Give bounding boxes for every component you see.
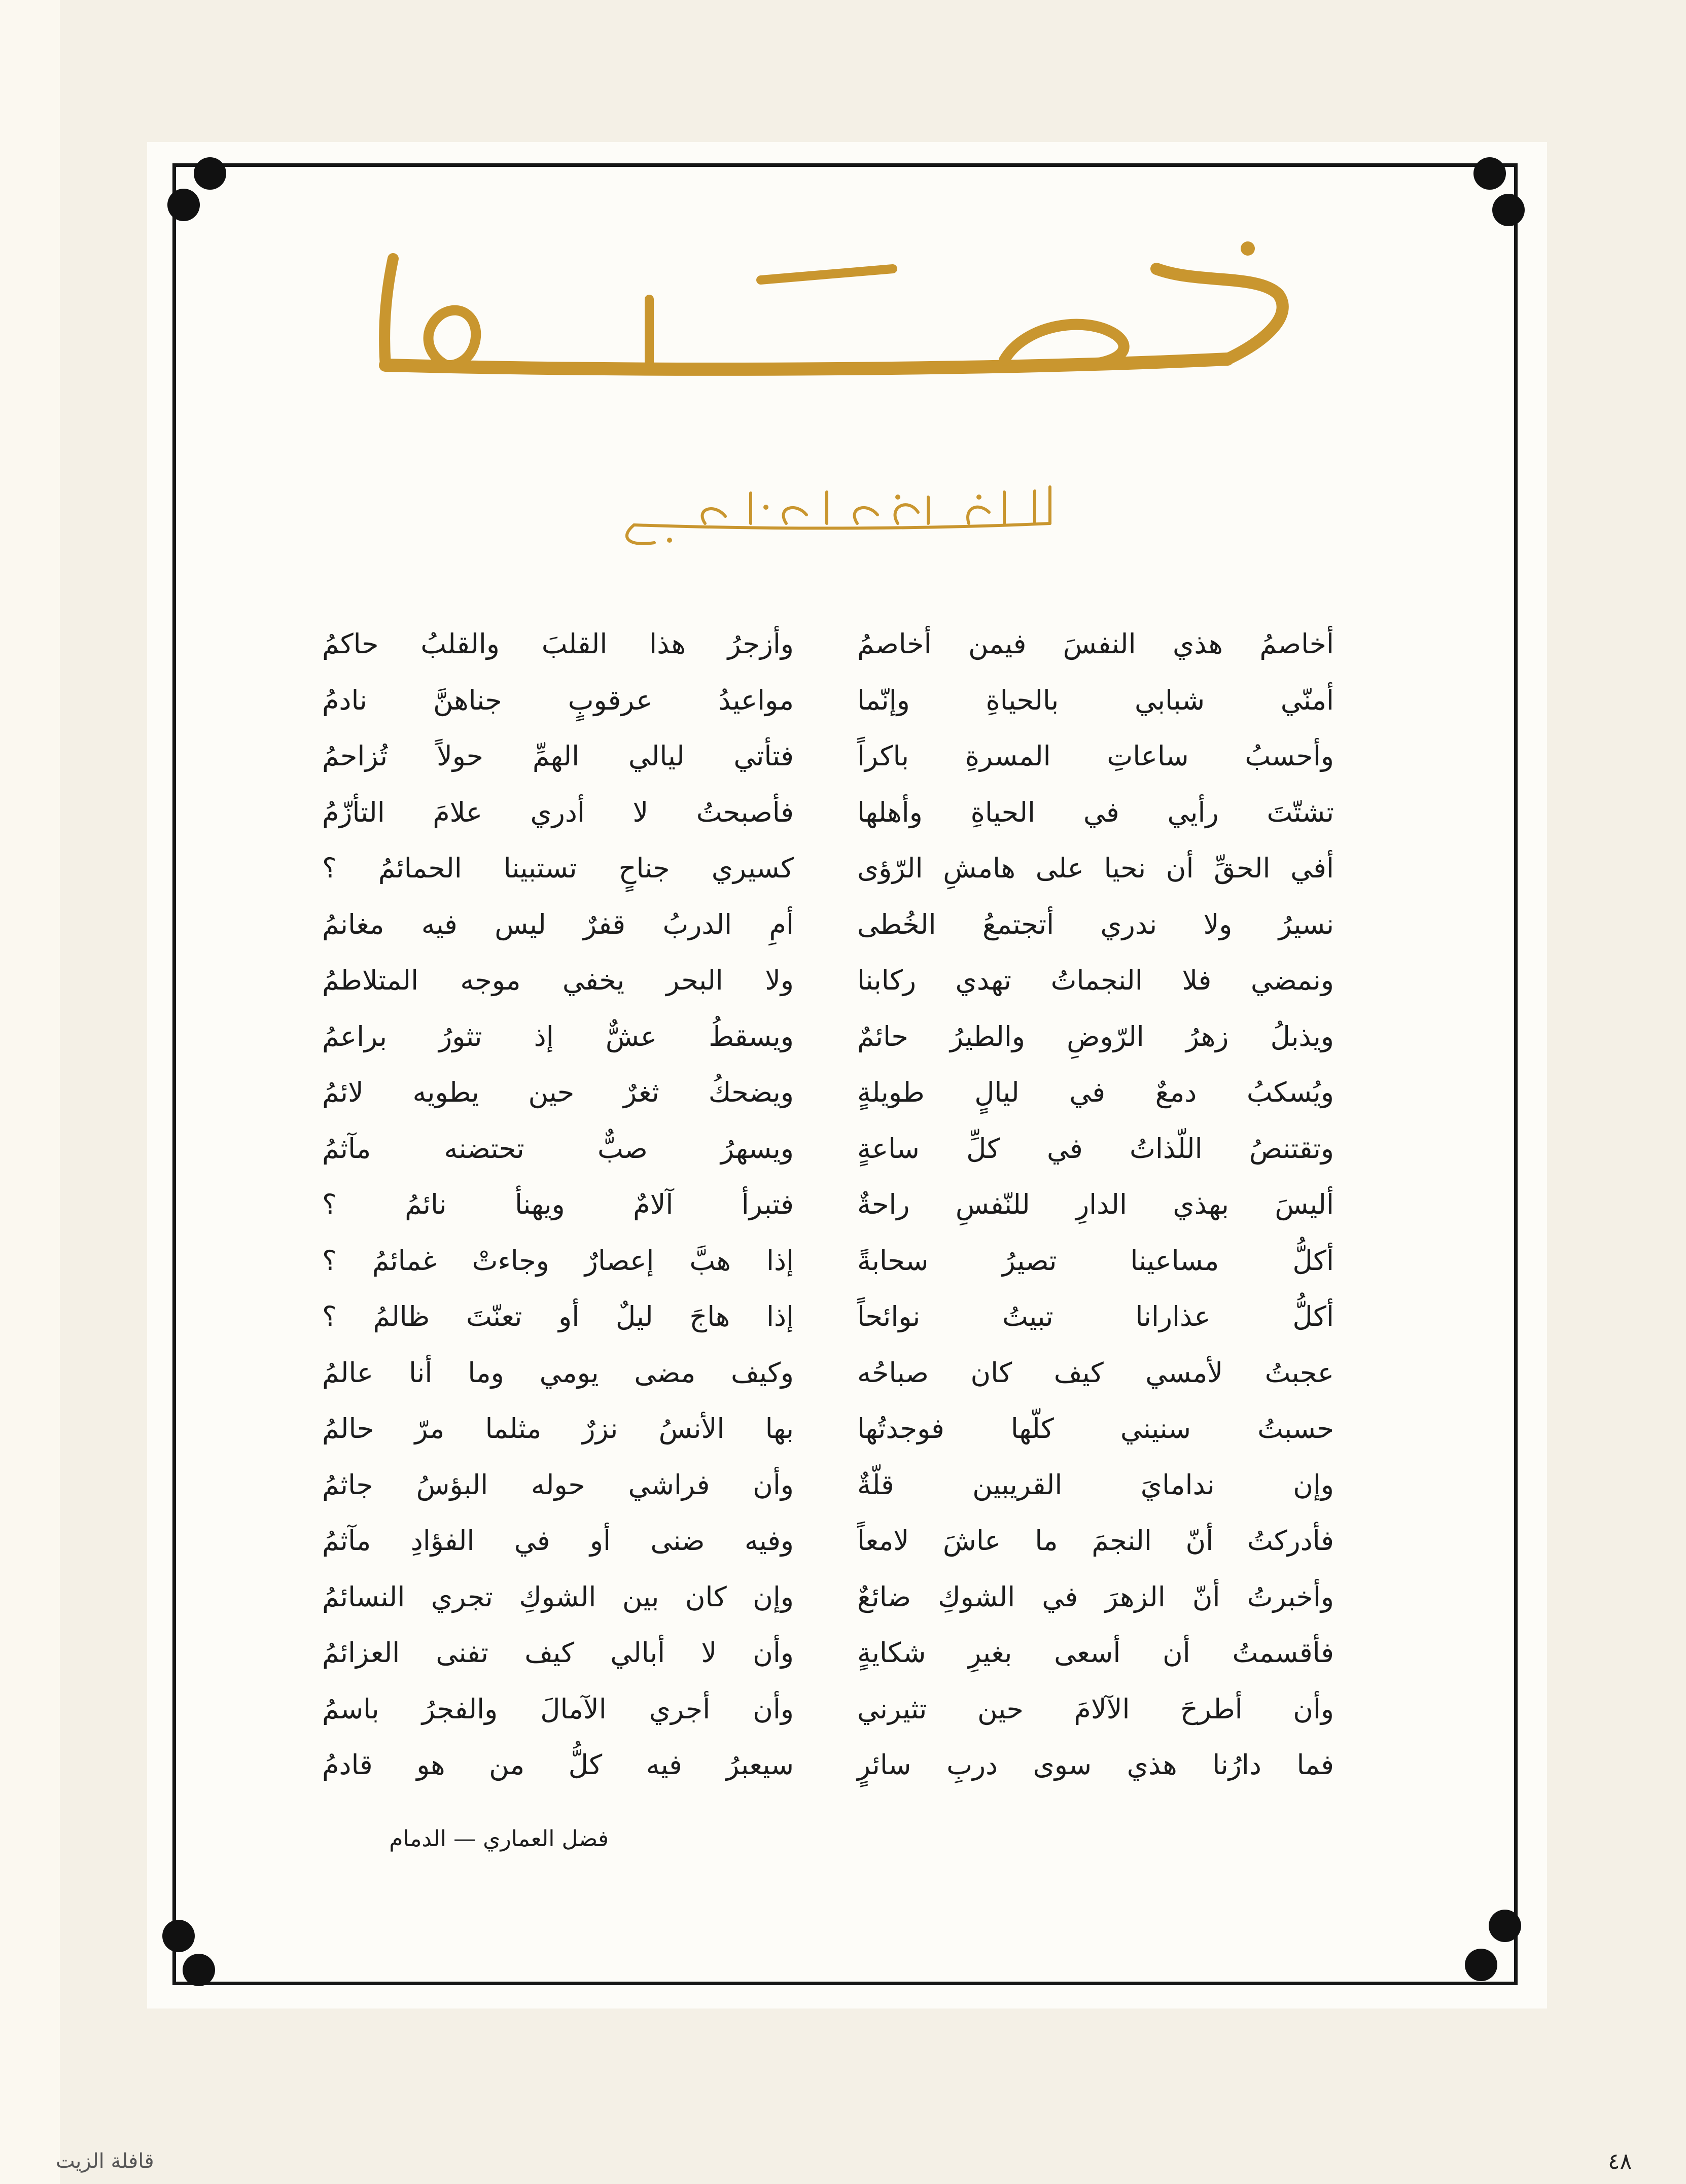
poem-verse: أخاصمُ هذي النفسَ فيمن أخاصمُ [857,628,1334,660]
poem-verse: وأن أجري الآمالَ والفجرُ باسمُ [322,1693,794,1725]
poem-verse: وأزجرُ هذا القلبَ والقلبُ حاكمُ [322,628,794,660]
corner-dot-icon [183,1954,215,1986]
poem-signature: فضل العماري — الدمام [389,1826,609,1852]
title-calligraphy [365,238,1319,391]
poem-verse: وفيه ضنى أو في الفؤادِ مآثمُ [322,1525,794,1557]
page-edge [0,0,60,2184]
poem-verse: فتأتي ليالي الهمِّ حولاً تُزاحمُ [322,740,794,772]
poem-verse: أليسَ بهذي الدارِ للنّفسِ راحةٌ [857,1188,1334,1220]
corner-dot-icon [1489,1910,1521,1942]
poem-verse: أمِ الدربُ قفرٌ ليس فيه مغانمُ [322,908,794,940]
poem-left-column [322,616,794,1793]
poem-verse: وأخبرتُ أنّ الزهرَ في الشوكِ ضائعٌ [857,1580,1334,1613]
corner-dot-icon [1492,194,1525,226]
poem-verse: فأقسمتُ أن أسعى بغيرِ شكايةٍ [857,1637,1334,1669]
poem-verse: سيعبرُ فيه كلُّ من هو قادمُ [322,1749,794,1781]
poem-verse: عجبتُ لأمسي كيف كان صباحُه [857,1356,1334,1389]
poem-right-column [857,616,1334,1793]
poem-verse: وأن فراشي حوله البؤسُ جاثمُ [322,1468,794,1501]
corner-dot-icon [194,157,226,190]
corner-dot-icon [162,1920,195,1952]
page-number: ٤٨ [1608,2148,1632,2174]
poem-verse: وأحسبُ ساعاتِ المسرةِ باكراً [857,740,1334,772]
poem-verse: ويذبلُ زهرُ الرّوضِ والطيرُ حائمٌ [857,1020,1334,1052]
subtitle-calligraphy [614,477,1070,548]
poem-verse: أكلُّ مساعينا تصيرُ سحابةً [857,1244,1334,1277]
poem-verse: ويضحكُ ثغرٌ حين يطويه لائمُ [322,1076,794,1108]
poem-verse: إذا هاجَ ليلٌ أو تعنّتَ ظالمُ ؟ [322,1300,794,1332]
poem-verse: ويسقطُ عشٌّ إذ تثورُ براعمُ [322,1020,794,1052]
poem-verse: إذا هبَّ إعصارٌ وجاءتْ غمائمُ ؟ [322,1244,794,1277]
poem-verse: نسيرُ ولا ندري أتجتمعُ الخُطى [857,908,1334,940]
poem-verse: ولا البحر يخفي موجه المتلاطمُ [322,964,794,996]
corner-dot-icon [1473,157,1506,190]
poem-verse: فأصبحتُ لا أدري علامَ التأزّمُ [322,796,794,828]
poem-verse: وأن لا أبالي كيف تفنى العزائمُ [322,1637,794,1669]
poem-verse: وإن ندامايَ القريبين قلّةٌ [857,1468,1334,1501]
poem-verse: كسيري جناحٍ تستبينا الحمائمُ ؟ [322,852,794,884]
poem-verse: مواعيدُ عرقوبٍ جناهنَّ نادمُ [322,684,794,716]
poem-verse: فأدركتُ أنّ النجمَ ما عاشَ لامعاً [857,1525,1334,1557]
poem-verse: وإن كان بين الشوكِ تجري النسائمُ [322,1580,794,1613]
poem-verse: أكلُّ عذارانا تبيتُ نوائحاً [857,1300,1334,1332]
magazine-name: قافلة الزيت [56,2150,154,2173]
poem-verse: فما دارُنا هذي سوى دربِ سائرٍ [857,1749,1334,1781]
poem-verse: أمنّي شبابي بالحياةِ وإنّما [857,684,1334,716]
poem-verse: ونمضي فلا النجماتُ تهدي ركابنا [857,964,1334,996]
poem-verse: وكيف مضى يومي وما أنا عالمُ [322,1356,794,1389]
corner-dot-icon [1465,1949,1497,1981]
poem-verse: وتقتنصُ اللّذاتُ في كلِّ ساعةٍ [857,1132,1334,1165]
poem-verse: بها الأنسُ نزرٌ مثلما مرّ حالمُ [322,1413,794,1445]
corner-dot-icon [167,189,200,221]
poem-verse: تشتّتَ رأيي في الحياةِ وأهلها [857,796,1334,828]
poem-verse: ويُسكبُ دمعٌ في ليالٍ طويلةٍ [857,1076,1334,1108]
poem-verse: فتبرأ آلامٌ ويهنأ نائمُ ؟ [322,1188,794,1220]
poem-verse: وأن أطرحَ الآلامَ حين تثيرني [857,1693,1334,1725]
poem-verse: حسبتُ سنيني كلّها فوجدتُها [857,1413,1334,1445]
poem-verse: ويسهرُ صبٌّ تحتضنه مآثمُ [322,1132,794,1165]
poem-verse: أفي الحقِّ أن نحيا على هامشِ الرّؤى [857,852,1334,884]
